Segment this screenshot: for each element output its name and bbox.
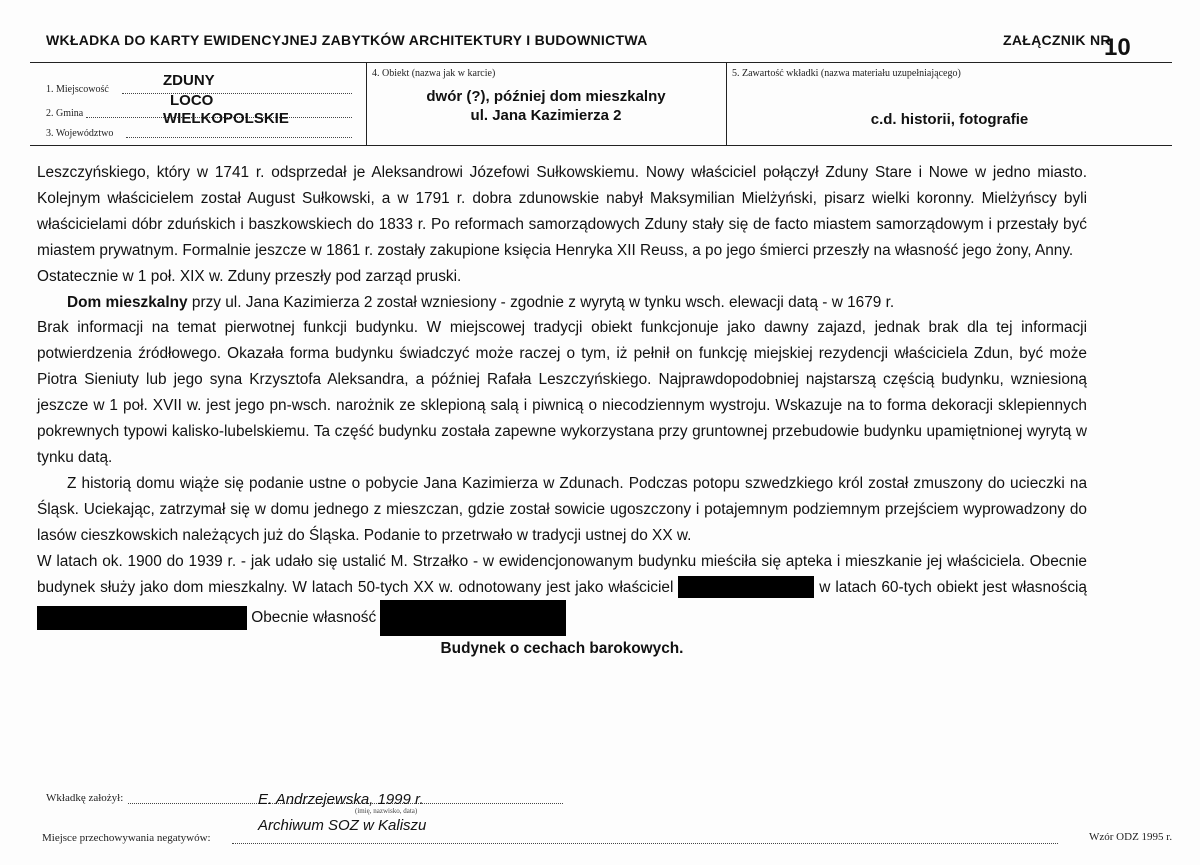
redaction-block xyxy=(37,606,247,630)
form-code: Wzór ODZ 1995 r. xyxy=(1089,831,1173,843)
storage-value: Archiwum SOZ w Kaliszu xyxy=(258,817,427,834)
contents-label: 5. Zawartość wkładki (nazwa materiału uzupełniającego) xyxy=(732,68,961,79)
closing-statement: Budynek o cechach barokowych. xyxy=(440,640,684,658)
contents-value: c.d. historii, fotografie xyxy=(870,111,1029,128)
building-date-text: przy ul. Jana Kazimierza 2 został wzniesiony - zgodnie z wyrytą w tynku wsch. elewacji datą - w 1679 r. xyxy=(187,293,895,311)
header-rule-top xyxy=(30,62,1172,63)
created-by-value: E. Andrzejewska, 1999 r. xyxy=(258,791,424,808)
header-rule-bottom xyxy=(30,145,1172,146)
storage-dots xyxy=(232,843,1058,844)
form-title: WKŁADKA DO KARTY EWIDENCYJNEJ ZABYTKÓW ARCHITEKTURY I BUDOWNICTWA xyxy=(46,32,648,48)
paragraph-owners xyxy=(37,549,1087,637)
province-dots xyxy=(126,137,352,138)
column-divider-1 xyxy=(366,62,367,146)
place-value: ZDUNY xyxy=(163,72,215,89)
redaction-block xyxy=(678,576,814,598)
history-text xyxy=(37,160,1087,662)
object-label: 4. Obiekt (nazwa jak w karcie) xyxy=(372,68,496,79)
paragraph-ownership: Leszczyńskiego, który w 1741 r. odsprzedał je Aleksandrowi Józefowi Sułkowskiemu. Nowy właściciel połączył Zduny Stare i Nowe w jedno miasto. Kolejnym właścicielem został August Sułkowski, a w 1791 r. dobra zdunowskie nabył Maksymilian Mielżyński, pisarz wielki koronny. Mielżyńscy byli właścicielami dóbr zduńskich i baszkowskiech do 1833 r. Po reformach samorządowych Zduny stały się de facto miastem samorządowym i przestały być miastem prywatnym. Formalnie jeszcze w 1861 r. zostały zakupione księcia Henryka XII Reuss, a po jego śmierci przeszły na własność jego żony, Anny. xyxy=(37,164,1087,259)
object-name-line1: dwór (?), później dom mieszkalny xyxy=(426,88,666,105)
created-by-hint: (imię, nazwisko, data) xyxy=(355,807,418,815)
place-label: 1. Miejscowość xyxy=(46,84,109,95)
commune-label: 2. Gmina xyxy=(46,108,84,119)
province-value: WIELKOPOLSKIE xyxy=(163,110,289,127)
commune-value: LOCO xyxy=(170,92,214,109)
owners-text-2: w latach 60-tych obiekt jest własnością xyxy=(814,578,1087,596)
province-label: 3. Województwo xyxy=(46,128,114,139)
redaction-block xyxy=(380,600,566,636)
object-name-line2: ul. Jana Kazimierza 2 xyxy=(470,107,622,124)
paragraph-prussian: Ostatecznie w 1 poł. XIX w. Zduny przeszły pod zarząd pruski. xyxy=(37,267,462,285)
owners-text-1: W latach ok. 1900 do 1939 r. - jak udało się ustalić M. Strzałko - w ewidencjonowanym budynku mieściła się apteka i mieszkanie jej właściciela. Obecnie budynek służy jako dom mieszkalny. W latach 50-tych XX w. odnotowany jest jako właściciel xyxy=(37,552,1087,596)
attachment-label: ZAŁĄCZNIK NR xyxy=(1003,32,1111,48)
attachment-number: 10 xyxy=(1104,34,1131,61)
paragraph-building-date xyxy=(37,290,1087,316)
paragraph-function: Brak informacji na temat pierwotnej funkcji budynku. W miejscowej tradycji obiekt funkcjonuje jako dawny zajazd, jednak brak dla tej informacji potwierdzenia źródłowego. Okazała forma budynku świadczyć może raczej o tym, iż pełnił on funkcję miejskiej rezydencji właściciela Zdun, być może Piotra Sieniuty lub jego syna Krzysztofa Aleksandra, a później Rafała Leszczyńskiego. Najprawdopodobniej najstarszą częścią budynku, wzniesioną jeszcze w 1 poł. XVII w. jest jego pn-wsch. narożnik ze sklepioną salą i piwnicą o niecodziennym wystroju. Wskazuje na to forma dekoracji sklepiennych pokrewnych typowi kalisko-lubelskiemu. Ta część budynku została zapewne wykorzystana przy gruntownej przebudowie budynku upamiętnionej wyrytą w tynku datą. xyxy=(37,319,1087,466)
paragraph-legend: Z historią domu wiąże się podanie ustne o pobycie Jana Kazimierza w Zdunach. Podczas potopu szwedzkiego król został zmuszony do ucieczki na Śląsk. Uciekając, zatrzymał się w domu jednego z mieszczan, gdzie został sowicie ugoszczony i potajemnym podziemnym przejściem wyprowadzony do lasów cieszkowskich należących już do Śląska. Podanie to przetrwało w tradycji ustnej do XX w. xyxy=(37,474,1087,544)
column-divider-2 xyxy=(726,62,727,146)
created-by-label: Wkładkę założył: xyxy=(46,792,124,804)
place-dots xyxy=(122,93,352,94)
owners-text-3: Obecnie własność xyxy=(247,609,381,627)
building-term: Dom mieszkalny xyxy=(67,293,188,311)
storage-label: Miejsce przechowywania negatywów: xyxy=(42,832,211,844)
